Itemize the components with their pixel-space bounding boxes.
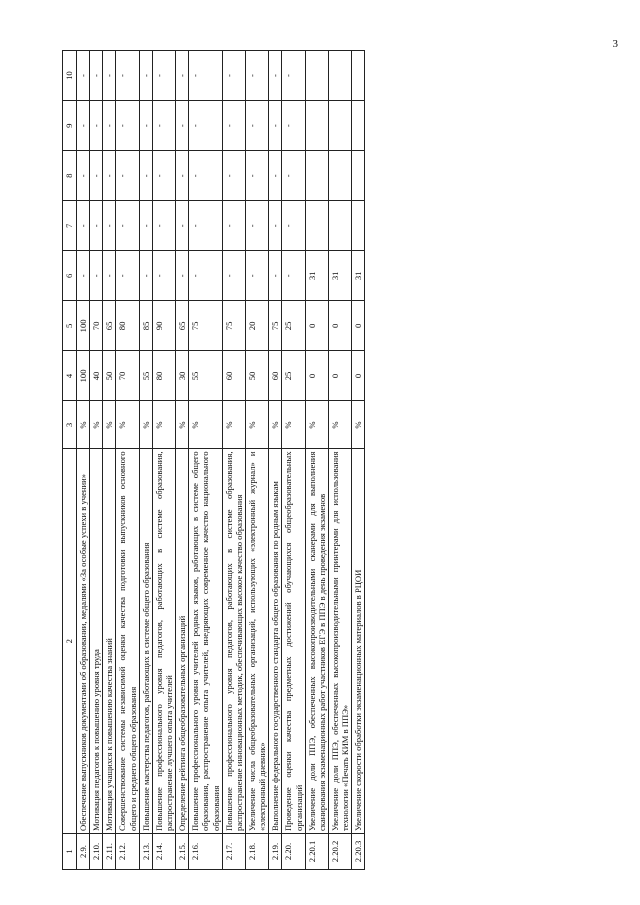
value-col-8 <box>305 151 328 201</box>
value-col-5: 65 <box>103 301 116 351</box>
value-col-7: - <box>116 201 139 251</box>
row-unit: % <box>282 401 305 449</box>
row-unit: % <box>77 401 90 449</box>
value-col-10: - <box>152 51 175 101</box>
value-col-4: 80 <box>152 351 175 401</box>
row-description: Повышение профессионального уровня учителей родных языков, работающих в системе общего образования, распространение опыта учителей, внедряющих современное качество национального образования <box>189 449 222 833</box>
value-col-5: 80 <box>116 301 139 351</box>
value-col-8: - <box>90 151 103 201</box>
row-unit: % <box>152 401 175 449</box>
value-col-7: - <box>90 201 103 251</box>
column-header: 9 <box>63 101 77 151</box>
row-number: 2.15. <box>176 833 189 869</box>
value-col-6: 31 <box>305 251 328 301</box>
value-col-6: - <box>282 251 305 301</box>
value-col-5: 75 <box>189 301 222 351</box>
value-col-5: 25 <box>282 301 305 351</box>
column-header: 6 <box>63 251 77 301</box>
row-number: 2.20. <box>282 833 305 869</box>
row-unit: % <box>245 401 268 449</box>
row-description: Увеличение доли ППЭ, обеспеченных высокопроизводительными принтерами для использования технологии «Печать КИМ в ППЭ» <box>328 449 351 833</box>
value-col-10: - <box>103 51 116 101</box>
row-unit: % <box>222 401 245 449</box>
row-number: 2.17. <box>222 833 245 869</box>
value-col-6: - <box>222 251 245 301</box>
row-description: Увеличение числа общеобразовательных организаций, использующих «электронный журнал» и «электронный дневник» <box>245 449 268 833</box>
row-number: 2.18. <box>245 833 268 869</box>
value-col-6: - <box>152 251 175 301</box>
row-description: Мотивация учащихся к повышению качества знаний <box>103 449 116 833</box>
table-row <box>328 51 351 870</box>
value-col-4: 50 <box>245 351 268 401</box>
value-col-5: 65 <box>176 301 189 351</box>
row-number: 2.20.3 <box>352 833 365 869</box>
row-number: 2.16. <box>189 833 222 869</box>
value-col-5: 75 <box>269 301 282 351</box>
row-number: 2.11. <box>103 833 116 869</box>
row-description: Увеличение доли ППЭ, обеспеченных высокопроизводительными сканерами для выполнения сканирования экзаменационных работ участников ЕГЭ в ППЭ в день проведения экзаменов <box>305 449 328 833</box>
value-col-4: 40 <box>90 351 103 401</box>
rotated-table-container <box>62 50 630 870</box>
table-row <box>352 51 365 870</box>
value-col-5: 0 <box>328 301 351 351</box>
value-col-8: - <box>189 151 222 201</box>
row-unit: % <box>269 401 282 449</box>
value-col-7: - <box>282 201 305 251</box>
row-number: 2.14. <box>152 833 175 869</box>
value-col-7: - <box>189 201 222 251</box>
table-row <box>139 51 152 870</box>
row-description: Обеспечение выпускников документами об образовании, медалями «За особые успехи в учении» <box>77 449 90 833</box>
value-col-10 <box>305 51 328 101</box>
table-row <box>245 51 268 870</box>
value-col-10: - <box>245 51 268 101</box>
column-header: 3 <box>63 401 77 449</box>
value-col-4: 50 <box>103 351 116 401</box>
row-unit: % <box>90 401 103 449</box>
row-unit: % <box>176 401 189 449</box>
row-unit: % <box>305 401 328 449</box>
value-col-8: - <box>116 151 139 201</box>
value-col-5: 75 <box>222 301 245 351</box>
value-col-9: - <box>77 101 90 151</box>
row-description: Совершенствование системы независимой оценки качества подготовки выпускников основного общего и среднего общего образования <box>116 449 139 833</box>
value-col-6: - <box>116 251 139 301</box>
value-col-5: 70 <box>90 301 103 351</box>
row-unit: % <box>189 401 222 449</box>
value-col-8: - <box>77 151 90 201</box>
value-col-7: - <box>152 201 175 251</box>
column-header: 10 <box>63 51 77 101</box>
value-col-9: - <box>90 101 103 151</box>
value-col-7: - <box>77 201 90 251</box>
column-header: 4 <box>63 351 77 401</box>
row-unit: % <box>116 401 139 449</box>
row-description: Повышение профессионального уровня педагогов, работающих в системе образования, распространение лучшего опыта учителей <box>152 449 175 833</box>
value-col-8: - <box>176 151 189 201</box>
value-col-7 <box>305 201 328 251</box>
row-number: 2.9. <box>77 833 90 869</box>
value-col-7 <box>352 201 365 251</box>
value-col-8: - <box>103 151 116 201</box>
row-description: Повышение мастерства педагогов, работающих в системе общего образования <box>139 449 152 833</box>
table-row <box>222 51 245 870</box>
value-col-8: - <box>245 151 268 201</box>
value-col-8 <box>328 151 351 201</box>
value-col-4: 0 <box>328 351 351 401</box>
value-col-4: 30 <box>176 351 189 401</box>
value-col-8: - <box>139 151 152 201</box>
value-col-8: - <box>282 151 305 201</box>
value-col-10: - <box>116 51 139 101</box>
value-col-6: - <box>176 251 189 301</box>
indicators-table <box>62 50 365 870</box>
value-col-6: - <box>103 251 116 301</box>
value-col-7: - <box>245 201 268 251</box>
row-unit: % <box>352 401 365 449</box>
table-row <box>305 51 328 870</box>
value-col-9: - <box>103 101 116 151</box>
value-col-4: 0 <box>305 351 328 401</box>
value-col-7: - <box>269 201 282 251</box>
column-header: 1 <box>63 833 77 869</box>
value-col-6: - <box>189 251 222 301</box>
column-header: 5 <box>63 301 77 351</box>
value-col-5: 0 <box>305 301 328 351</box>
value-col-5: 20 <box>245 301 268 351</box>
row-description: Выполнение федерального государственного стандарта общего образования по родным языкам <box>269 449 282 833</box>
value-col-10 <box>352 51 365 101</box>
value-col-6: 31 <box>352 251 365 301</box>
value-col-8 <box>352 151 365 201</box>
value-col-9: - <box>269 101 282 151</box>
page-number: 3 <box>612 38 618 50</box>
table-row <box>189 51 222 870</box>
value-col-9 <box>305 101 328 151</box>
value-col-9: - <box>245 101 268 151</box>
table-row <box>282 51 305 870</box>
value-col-7: - <box>103 201 116 251</box>
row-number: 2.19. <box>269 833 282 869</box>
table-row <box>152 51 175 870</box>
value-col-9: - <box>139 101 152 151</box>
value-col-5: 100 <box>77 301 90 351</box>
value-col-6: - <box>90 251 103 301</box>
value-col-4: 25 <box>282 351 305 401</box>
value-col-10: - <box>222 51 245 101</box>
row-unit: % <box>328 401 351 449</box>
value-col-9 <box>352 101 365 151</box>
value-col-5: 90 <box>152 301 175 351</box>
value-col-8: - <box>222 151 245 201</box>
value-col-10: - <box>176 51 189 101</box>
value-col-5: 0 <box>352 301 365 351</box>
table-row <box>77 51 90 870</box>
value-col-10: - <box>139 51 152 101</box>
header-row <box>63 51 77 870</box>
value-col-4: 60 <box>269 351 282 401</box>
value-col-6: - <box>269 251 282 301</box>
row-number: 2.12. <box>116 833 139 869</box>
value-col-9: - <box>116 101 139 151</box>
column-header: 7 <box>63 201 77 251</box>
table-row <box>90 51 103 870</box>
value-col-5: 85 <box>139 301 152 351</box>
value-col-7: - <box>176 201 189 251</box>
value-col-4: 55 <box>139 351 152 401</box>
value-col-9: - <box>222 101 245 151</box>
table-row <box>116 51 139 870</box>
value-col-10: - <box>90 51 103 101</box>
row-description: Повышение профессионального уровня педагогов, работающих в системе образования, распространение инновационных методик, обеспечивающих высокое качество образования <box>222 449 245 833</box>
value-col-4: 60 <box>222 351 245 401</box>
value-col-9: - <box>176 101 189 151</box>
value-col-4: 70 <box>116 351 139 401</box>
row-number: 2.20.1 <box>305 833 328 869</box>
value-col-7: - <box>222 201 245 251</box>
value-col-7 <box>328 201 351 251</box>
row-unit: % <box>103 401 116 449</box>
row-description: Увеличение скорости обработки экзаменационных материалов в РЦОИ <box>352 449 365 833</box>
value-col-10: - <box>269 51 282 101</box>
value-col-8: - <box>269 151 282 201</box>
value-col-8: - <box>152 151 175 201</box>
value-col-9: - <box>282 101 305 151</box>
row-number: 2.20.2 <box>328 833 351 869</box>
table-row <box>103 51 116 870</box>
value-col-10: - <box>77 51 90 101</box>
value-col-9: - <box>189 101 222 151</box>
value-col-7: - <box>139 201 152 251</box>
value-col-6: - <box>77 251 90 301</box>
row-number: 2.10. <box>90 833 103 869</box>
row-number: 2.13. <box>139 833 152 869</box>
table-row <box>269 51 282 870</box>
value-col-4: 55 <box>189 351 222 401</box>
value-col-9: - <box>152 101 175 151</box>
row-description: Проведение оценки качества предметных достижений обучающихся общеобразовательных организаций <box>282 449 305 833</box>
value-col-4: 100 <box>77 351 90 401</box>
column-header: 8 <box>63 151 77 201</box>
table-body <box>77 51 365 870</box>
value-col-9 <box>328 101 351 151</box>
row-unit: % <box>139 401 152 449</box>
column-header: 2 <box>63 449 77 833</box>
row-description: Определение рейтинга общеобразовательных организаций <box>176 449 189 833</box>
value-col-6: 31 <box>328 251 351 301</box>
row-description: Мотивация педагогов к повышению уровня труда <box>90 449 103 833</box>
value-col-6: - <box>245 251 268 301</box>
value-col-6: - <box>139 251 152 301</box>
value-col-10: - <box>189 51 222 101</box>
value-col-10: - <box>282 51 305 101</box>
value-col-4: 0 <box>352 351 365 401</box>
table-row <box>176 51 189 870</box>
value-col-10 <box>328 51 351 101</box>
